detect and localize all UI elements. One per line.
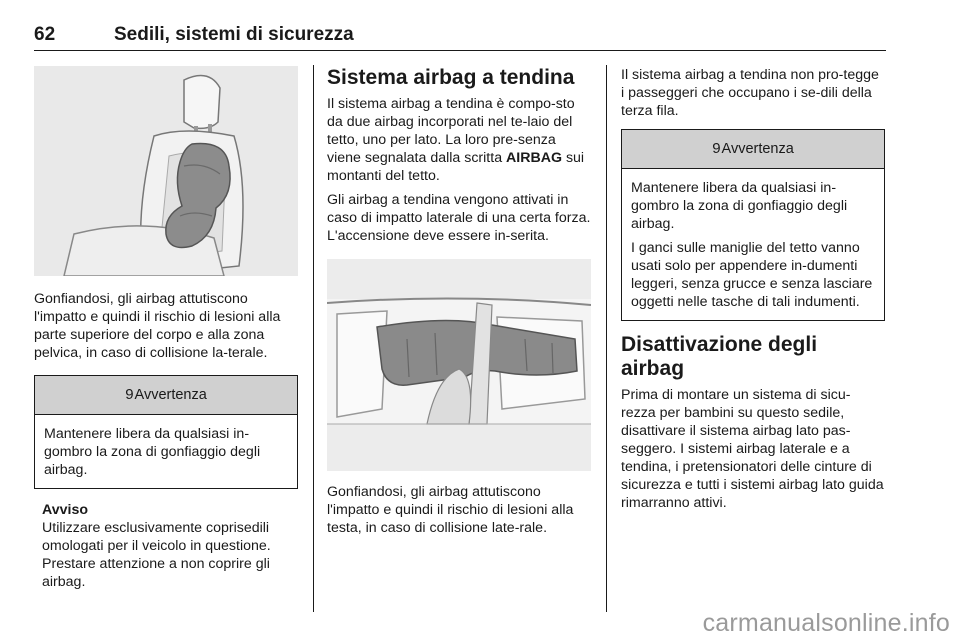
column-divider-2 bbox=[606, 65, 607, 612]
curtain-airbag-paragraph-2: Gli airbag a tendina vengono attivati in caso di impatto laterale di una certa forza. L'accensione deve essere in-serita. bbox=[327, 192, 591, 244]
warning-box-1 bbox=[34, 375, 298, 489]
figure-caption-side-airbag: Gonfiandosi, gli airbag attutiscono l'impatto e quindi il rischio di lesioni alla parte superiore del corpo e alla zona pelvica, in caso di collisione la-terale. bbox=[34, 291, 281, 361]
warning-text-2: I ganci sulle maniglie del tetto vanno usati solo per appendere in-dumenti leggeri, senza grucce e senza lasciare oggetti nelle tasche di tali indumenti. bbox=[631, 240, 873, 310]
warning-title: Avvertenza bbox=[721, 141, 794, 157]
column-left bbox=[34, 66, 298, 591]
column-right bbox=[621, 66, 885, 512]
watermark: carmanualsonline.info bbox=[702, 609, 950, 637]
warning-body bbox=[35, 415, 297, 488]
curtain-airbag-third-row-note: Il sistema airbag a tendina non pro-tegge i passeggeri che occupano i se-dili della terza fila. bbox=[621, 67, 879, 119]
column-divider-1 bbox=[313, 65, 314, 612]
warning-header bbox=[35, 376, 297, 415]
curtain-airbag-illustration bbox=[327, 259, 591, 471]
warning-triangle-icon: 9 bbox=[712, 140, 721, 157]
warning-text-1: Mantenere libera da qualsiasi in-gombro la zona di gonfiaggio degli airbag. bbox=[631, 180, 848, 232]
curtain-airbag-paragraph-1 bbox=[327, 95, 591, 185]
column-middle bbox=[327, 66, 591, 537]
note-block bbox=[34, 501, 298, 591]
warning-text: Mantenere libera da qualsiasi in-gombro la zona di gonfiaggio degli airbag. bbox=[44, 426, 261, 478]
warning-triangle-icon: 9 bbox=[125, 386, 134, 403]
figure-caption-curtain-airbag: Gonfiandosi, gli airbag attutiscono l'impatto e quindi il rischio di lesioni alla testa, in caso di collisione late-rale. bbox=[327, 484, 574, 536]
page-header bbox=[34, 22, 886, 51]
warning-header bbox=[622, 130, 884, 169]
para1-text-start: Il sistema airbag a tendina è compo-sto da due airbag incorporati nel te-laio del tetto, uno per lato. La loro pre-senza viene segnalata dalla scritta bbox=[327, 96, 575, 166]
section-heading-airbag-deactivation: Disattivazione degli airbag bbox=[621, 333, 818, 380]
note-text: Utilizzare esclusivamente coprisedili omologati per il veicolo in questione. Prestare attenzione a non coprire gli airbag. bbox=[42, 520, 271, 590]
warning-box-2 bbox=[621, 129, 885, 321]
chapter-title: Sedili, sistemi di sicurezza bbox=[114, 24, 354, 45]
airbag-deactivation-paragraph: Prima di montare un sistema di sicu-rezza per bambini su questo sedile, disattivare il sistema airbag lato pas-seggero. I sistemi airbag laterale e a tendina, i pretensionatori delle cinture di sicurezza e tutti i sistemi airbag lato guida rimarranno attivi. bbox=[621, 387, 884, 511]
warning-title: Avvertenza bbox=[134, 387, 207, 403]
page-number: 62 bbox=[34, 24, 56, 45]
para1-text-end: sui montanti del tetto. bbox=[327, 150, 585, 184]
seat-airbag-drawing bbox=[34, 66, 298, 276]
section-heading-curtain-airbag: Sistema airbag a tendina bbox=[327, 66, 575, 89]
airbag-label: AIRBAG bbox=[506, 150, 562, 166]
warning-body bbox=[622, 169, 884, 320]
curtain-airbag-drawing bbox=[327, 259, 591, 471]
note-title: Avviso bbox=[42, 502, 88, 518]
side-airbag-seat-illustration bbox=[34, 66, 298, 276]
